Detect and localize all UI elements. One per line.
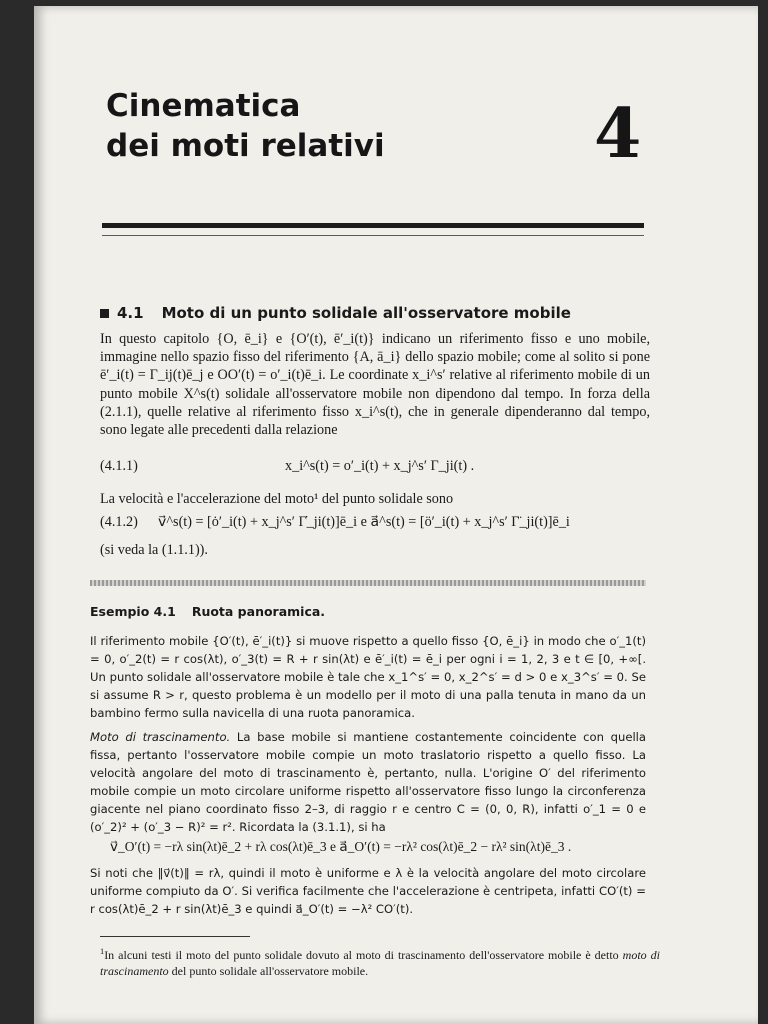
equation-body: x_i^s(t) = o′_i(t) + x_j^s′ Γ_ji(t) . bbox=[285, 458, 475, 474]
section-heading bbox=[100, 304, 571, 322]
footnote-marker: 1 bbox=[100, 947, 105, 956]
chapter-title-line2: dei moti relativi bbox=[106, 128, 385, 164]
equation-label: (4.1.1) bbox=[100, 458, 138, 474]
section-paragraph-1: In questo capitolo {O, ē_i} e {O′(t), ē′_i(t)} indicano un riferimento fisso e uno mobile, immagine nello spazio fisso del riferimento {A, ā_i} dello spazio mobile; come al solito si pone ē′_i(t) = Γ_ij(t)ē_j e OO′(t) = o′_i(t)ē_i. Le coordinate x_i^s′ relative al riferimento mobile di un punto mobile X^s(t) solidale all'osservatore mobile non dipendono dal tempo. In forza della (2.1.1), quelle relative al riferimento fisso x_i^s(t), che in generale dipenderanno dal tempo, sono legate alle precedenti dalla relazione bbox=[100, 331, 650, 439]
example-paragraph-2 bbox=[90, 728, 646, 836]
example-paragraph-1: Il riferimento mobile {O′(t), ē′_i(t)} si muove rispetto a quello fisso {O, ē_i} in modo che o′_1(t) = 0, o′_2(t) = r cos(λt), o′_3(t) = R + r sin(λt) e ē′_i(t) = ē_i per ogni i = 1, 2, 3 e t ∈ [0, +∞[. Un punto solidale all'osservatore mobile è tale che x_1^s′ = 0, x_2^s′ = d > 0 e x_3^s′ = 0. Se si assume R > r, questo problema è un modello per il moto di una palla tenuta in mano da un bambino fermo sulla navicella di una ruota panoramica. bbox=[90, 634, 646, 720]
chapter-title-line1: Cinematica bbox=[106, 88, 301, 124]
footnote-text-italic: moto di trascinamento bbox=[100, 948, 660, 978]
equation-label: (4.1.2) bbox=[100, 514, 138, 530]
section-title: Moto di un punto solidale all'osservatore mobile bbox=[161, 304, 571, 322]
chapter-rule-thick bbox=[102, 223, 644, 228]
example-paragraph-3: Si noti che ‖v⃗(t)‖ = rλ, quindi il moto è uniforme e λ è la velocità angolare del moto circolare uniforme compiuto da O′. Si verifica facilmente che l'accelerazione è centripeta, infatti CO′(t) = r cos(λt)ē_2 + r sin(λt)ē_3 e quindi a⃗_O′(t) = −λ² CO′(t). bbox=[90, 866, 646, 916]
footnote-rule bbox=[100, 936, 250, 937]
footnote-text-a: In alcuni testi il moto del punto solidale dovuto al moto di trascinamento dell'osservatore mobile è detto bbox=[104, 948, 623, 962]
section-paragraph-2: La velocità e l'accelerazione del moto¹ del punto solidale sono bbox=[100, 491, 454, 507]
example-paragraph-2-lead: Moto di trascinamento. bbox=[90, 730, 231, 744]
example-paragraph-2-body: La base mobile si mantiene costantemente coincidente con quella fissa, pertanto l'osservatore mobile compie un moto traslatorio rispetto a quello fisso. La velocità angolare del moto di trascinamento è, pertanto, nulla. L'origine O′ del riferimento mobile compie un moto circolare uniforme rispetto all'osservatore fisso lungo la circonferenza giacente nel piano coordinato fisso 2–3, di raggio r e centro C = (0, 0, R), infatti o′_1 = 0 e (o′_2)² + (o′_3 − R)² = r². Ricordata la (3.1.1), si ha bbox=[90, 730, 646, 834]
example-heading bbox=[90, 604, 325, 619]
footnote bbox=[100, 944, 660, 979]
example-equation: v⃗_O′(t) = −rλ sin(λt)ē_2 + rλ cos(λt)ē_3 e a⃗_O′(t) = −rλ² cos(λt)ē_2 − rλ² sin(λt)ē_3 . bbox=[110, 839, 572, 854]
equation-body: v⃗^s(t) = [ȯ′_i(t) + x_j^s′ Γ̇_ji(t)]ē_i e a⃗^s(t) = [ö′_i(t) + x_j^s′ Γ̈_ji(t)]ē_i bbox=[158, 514, 570, 530]
example-label: Esempio 4.1 bbox=[90, 604, 176, 619]
section-bullet-icon bbox=[100, 309, 109, 318]
example-title: Ruota panoramica. bbox=[191, 604, 326, 619]
example-separator bbox=[90, 580, 646, 586]
chapter-rule-thin bbox=[102, 235, 644, 236]
section-number: 4.1 bbox=[117, 304, 144, 322]
section-paragraph-3: (si veda la (1.1.1)). bbox=[100, 542, 208, 558]
chapter-number: 4 bbox=[594, 94, 642, 174]
book-page bbox=[34, 6, 758, 1024]
footnote-text-b: del punto solidale all'osservatore mobile. bbox=[168, 964, 369, 978]
chapter-title bbox=[106, 86, 385, 166]
